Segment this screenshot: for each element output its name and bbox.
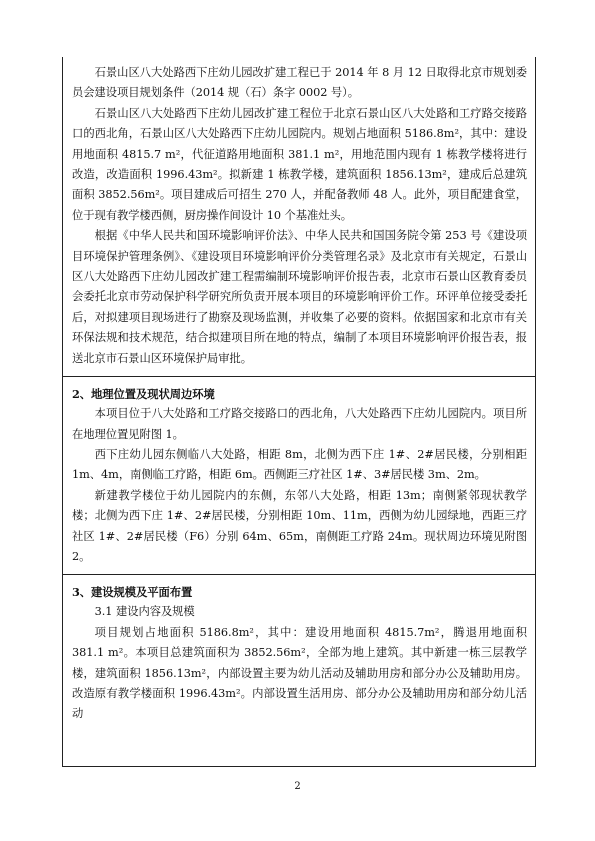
intro-paragraph-3: 根据《中华人民共和国环境影响评价法》、中华人民共和国国务院令第 253 号《建设项目环境保护管理条例》、《建设项目环境影响评价分类管理名录》及北京市有关规定，石景山区八大处路西下庄幼儿园改扩建工程需编制环境影响评价报告表，北京市石景山区教育委员会委托北京市劳动保护科学研究所负责开展本项目的环境影响评价工作。环评单位接受委托后，对拟建项目现场进行了勘察及现场监测，并收集了必要的资料。依据国家和北京市有关环保法规和技术规范，结合拟建项目所在地的特点，编制了本项目环境影响评价报告表，报送北京市石景山区环境保护局审批。 (72, 229, 527, 365)
section-3-1-subheading: 3.1 建设内容及规模 (94, 605, 195, 619)
document-body (63, 57, 535, 725)
section-2-paragraph-2: 西下庄幼儿园东侧临八大处路，相距 8m，北侧为西下庄 1#、2#居民楼，分别相距 1m、4m，南侧临工疗路，相距 6m。西侧距三疗社区 1#、3#居民楼 3m、2m。 (72, 447, 527, 482)
section-3-heading: 3、建设规模及平面布置 (63, 574, 535, 602)
page-frame (62, 57, 536, 767)
section-2-heading: 2、地理位置及现状周边环境 (63, 376, 535, 404)
section-3-paragraph-1: 项目规划占地面积 5186.8m²，其中：建设用地面积 4815.7m²，腾退用地面积 381.1 m²。本项目总建筑面积为 3852.56m²，全部为地上建筑。其中新建一栋三层教学楼，建筑面积 1856.13m²，内部设置主要为幼儿活动及辅助用房和部分办公及辅助用房。改造原有教学楼面积 1996.43m²。内部设置生活用房、部分办公及辅助用房和部分幼儿活动 (72, 625, 527, 721)
section-2-paragraph-3: 新建教学楼位于幼儿园院内的东侧，东邻八大处路，相距 13m；南侧紧邻现状教学楼；北侧为西下庄 1#、2#居民楼，分别相距 10m、11m，西侧为幼儿园绿地，西距三疗社区 1#、2#居民楼（F6）分别 64m、65m，南侧距工疗路 24m。现状周边环境见附图 2。 (72, 488, 527, 563)
section-2-paragraph-1: 本项目位于八大处路和工疗路交接路口的西北角，八大处路西下庄幼儿园院内。项目所在地理位置见附图 1。 (72, 407, 527, 441)
intro-paragraph-1: 石景山区八大处路西下庄幼儿园改扩建工程已于 2014 年 8 月 12 日取得北京市规划委员会建设项目规划条件（2014 规（石）条字 0002 号）。 (72, 66, 527, 100)
page-number: 2 (294, 781, 301, 792)
intro-paragraph-2: 石景山区八大处路西下庄幼儿园改扩建工程位于北京石景山区八大处路和工疗路交接路口的西北角，石景山区八大处路西下庄幼儿园院内。规划占地面积 5186.8m²，其中：建设用地面积 4815.7 m²，代征道路用地面积 381.1 m²，用地范围内现有 1 栋教学楼将进行改造，改造面积 1996.43m²。拟新建 1 栋教学楼，建筑面积 1856.13m²，建成后总建筑面积 3852.56m²。项目建成后可招生 270 人，并配备教师 48 人。此外，项目配建食堂，位于现有教学楼西侧，厨房操作间设计 10 个基准灶头。 (72, 106, 527, 222)
